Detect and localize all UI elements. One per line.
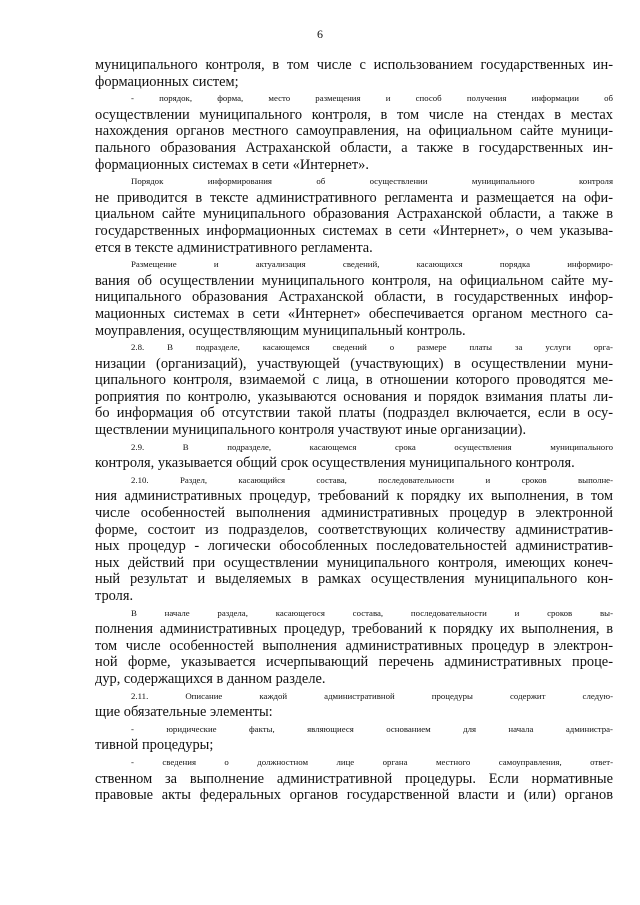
text-line: муниципального контроля, в том числе с использованием государственных ин- [95,57,613,73]
text-line: 2.10. Раздел, касающийся состава, последовательности и сроков выполне- [131,474,613,485]
text-line: числе особенностей выполнения административных процедур в электронной [95,505,613,522]
text-line: мационных системах в сети «Интернет» обеспечивается органом местного са- [95,305,613,322]
text-line: ния административных процедур, требований к порядку их выполнения, в том [95,488,613,505]
text-line: В начале раздела, касающегося состава, последовательности и сроков вы- [131,607,613,618]
text-line: полнения административных процедур, требований к порядку их выполнения, в [95,621,613,638]
text-line: тивной процедуры; [95,737,214,754]
text-line: низации (организаций), участвующей (участвующих) в осуществлении муни- [95,355,613,372]
text-line: ный результат и выделяемых в рамках осуществления муниципального кон- [95,571,613,588]
text-line: ществлении муниципального контроля участвуют иные организации). [95,422,527,439]
page-number: 6 [317,27,323,41]
text-line: ных действий при осуществлении муниципального контроля, имеющих конеч- [95,554,613,571]
text-line: дур, содержащихся в данном разделе. [95,670,326,687]
text-line: роприятия по контролю, указываются основания и порядок взимания платы ли- [95,388,613,405]
text-line: том числе особенностей выполнения административных процедур в электрон- [95,637,613,654]
text-line: вания об осуществлении муниципального контроля, на официальном сайте му- [95,272,613,289]
text-line: государственных информационных системах в сети «Интернет», о чем указыва- [95,222,613,239]
text-line: правовые акты федеральных органов государственной власти и (или) органов [95,787,613,804]
text-line: контроля, указывается общий срок осуществления муниципального контроля. [95,455,575,472]
text-line: Порядок информирования об осуществлении муниципального контроля [131,176,613,187]
text-line: - сведения о должностном лице органа местного самоуправления, ответ- [131,756,613,767]
text-line: моуправления, осуществляющим муниципальный контроль. [95,322,466,339]
text-line: осуществлении муниципального контроля, в том числе на стендах в местах [95,106,613,123]
text-line: пального образования Астраханской области, а также в государственных ин- [95,139,613,156]
text-line: не приводится в тексте административного регламента и размещается на офи- [95,189,613,206]
text-line: - порядок, форма, место размещения и способ получения информации об [131,93,613,104]
text-line: 2.11. Описание каждой административной процедуры содержит следую- [131,690,613,701]
text-line: щие обязательные элементы: [95,704,273,721]
text-line: ципального контроля, взимаемой с лица, в отношении которого проводятся ме- [95,372,613,389]
text-line: ственном за выполнение административной процедуры. Если нормативные [95,770,613,787]
text-line: форме, состоит из подразделов, соответствующих количеству административ- [95,521,613,538]
text-line: - юридические факты, являющиеся основанием для начала администра- [131,723,613,734]
text-line: циальном сайте муниципального образования Астраханской области, а также в [95,206,613,223]
text-line: 2.9. В подразделе, касающемся срока осуществления муниципального [131,441,613,452]
document-body [95,57,613,804]
text-line: нахождения органов местного самоуправления, на официальном сайте муници- [95,123,613,140]
text-line: ных процедур - логически обособленных последовательностей административ- [95,538,613,555]
text-line: троля. [95,588,134,604]
text-line: ниципального образования Астраханской области, в государственных инфор- [95,289,613,306]
text-line: 2.8. В подразделе, касающемся сведений о размере платы за услуги орга- [131,342,613,353]
text-line: ной форме, указывается исчерпывающий перечень административных проце- [95,654,613,671]
text-line: бо информация об отсутствии такой платы (подраздел включается, если в осу- [95,405,613,422]
text-line: формационных системах в сети «Интернет». [95,156,369,173]
text-line: формационных систем; [95,73,239,90]
text-line: Размещение и актуализация сведений, касающихся порядка информиро- [131,259,613,270]
text-line: ется в тексте административного регламента. [95,239,373,256]
